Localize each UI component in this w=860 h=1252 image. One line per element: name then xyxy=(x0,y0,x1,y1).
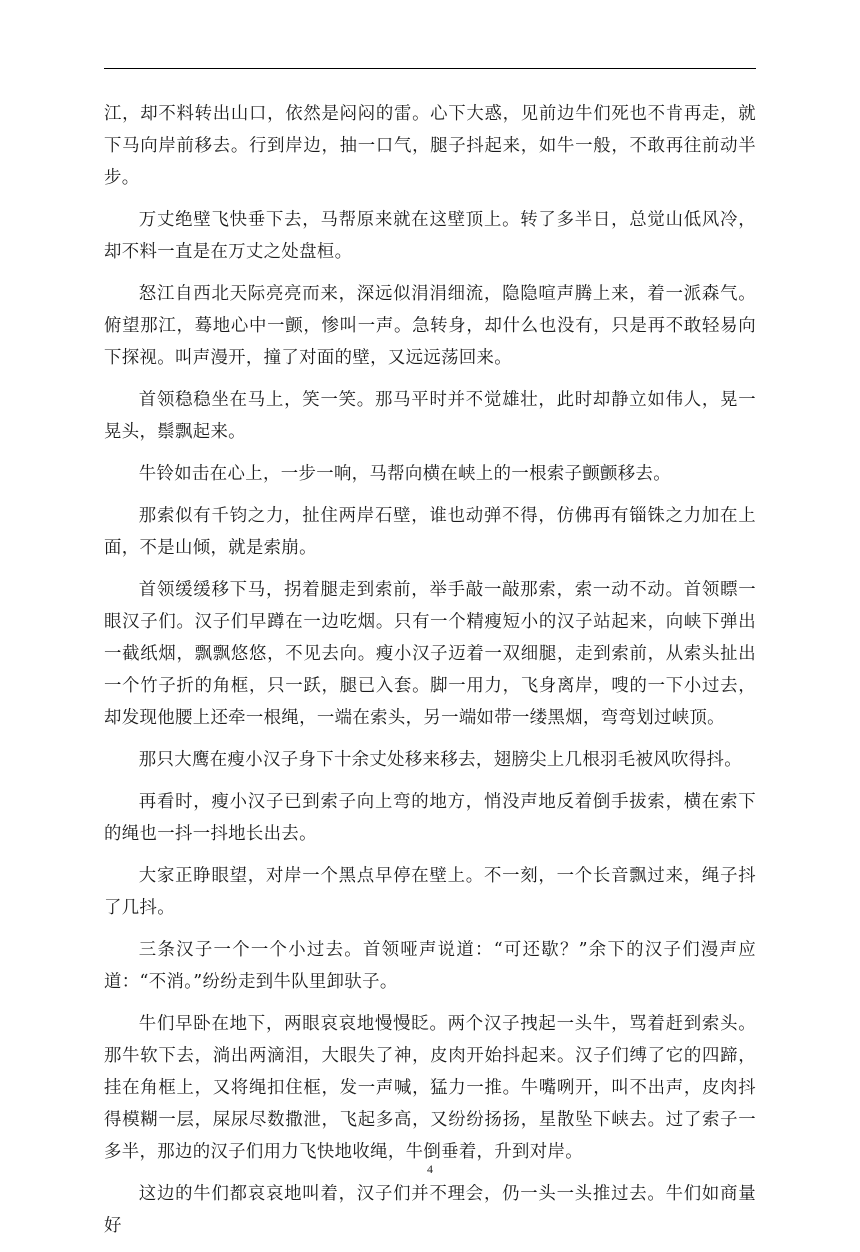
paragraph: 那只大鹰在瘦小汉子身下十余丈处移来移去，翅膀尖上几根羽毛被风吹得抖。 xyxy=(138,750,742,770)
paragraph: 首领稳稳坐在马上，笑一笑。那马平时并不觉雄壮，此时却静立如伟人，晃一晃头，鬃飘起来。 xyxy=(104,390,756,442)
paragraph: 万丈绝壁飞快垂下去，马帮原来就在这壁顶上。转了多半日，总觉山低风冷，却不料一直是在万丈之处盘桓。 xyxy=(104,210,756,262)
page-number: 4 xyxy=(427,1162,433,1176)
paragraph: 再看时，瘦小汉子已到索子向上弯的地方，悄没声地反着倒手拔索，横在索下的绳也一抖一抖地长出去。 xyxy=(104,792,756,844)
paragraph: 那索似有千钧之力，扯住两岸石壁，谁也动弹不得，仿佛再有锱铢之力加在上面，不是山倾，就是索崩。 xyxy=(104,506,756,558)
paragraph: 三条汉子一个一个小过去。首领哑声说道：“可还歇？”余下的汉子们漫声应道：“不消。”纷纷走到牛队里卸驮子。 xyxy=(104,940,756,992)
paragraph: 首领缓缓移下马，拐着腿走到索前，举手敲一敲那索，索一动不动。首领瞟一眼汉子们。汉子们早蹲在一边吃烟。只有一个精瘦短小的汉子站起来，向峡下弹出一截纸烟，飘飘悠悠，不见去向。瘦小汉子迈着一双细腿，走到索前，从索头扯出一个竹子折的角框，只一跃，腿已入套。脚一用力，飞身离岸，嗖的一下小过去，却发现他腰上还牵一根绳，一端在索头，另一端如带一缕黑烟，弯弯划过峡顶。 xyxy=(104,580,756,728)
paragraph: 牛们早卧在地下，两眼哀哀地慢慢眨。两个汉子拽起一头牛，骂着赶到索头。那牛软下去，淌出两滴泪，大眼失了神，皮肉开始抖起来。汉子们缚了它的四蹄，挂在角框上，又将绳扣住框，发一声喊，猛力一推。牛嘴咧开，叫不出声，皮肉抖得模糊一层，屎尿尽数撒泄，飞起多高，又纷纷扬扬，星散坠下峡去。过了索子一多半，那边的汉子们用力飞快地收绳，牛倒垂着，升到对岸。 xyxy=(104,1014,756,1162)
paragraph: 这边的牛们都哀哀地叫着，汉子们并不理会，仍一头一头推过去。牛们如商量好 xyxy=(104,1184,756,1236)
header-rule xyxy=(104,68,756,69)
paragraph: 怒江自西北天际亮亮而来，深远似涓涓细流，隐隐喧声腾上来，着一派森气。俯望那江，蓦地心中一颤，惨叫一声。急转身，却什么也没有，只是再不敢轻易向下探视。叫声漫开，撞了对面的壁，又远远荡回来。 xyxy=(104,284,756,368)
document-body xyxy=(104,98,756,1252)
paragraph: 江，却不料转出山口，依然是闷闷的雷。心下大惑，见前边牛们死也不肯再走，就下马向岸前移去。行到岸边，抽一口气，腿子抖起来，如牛一般，不敢再往前动半步。 xyxy=(104,104,756,188)
paragraph: 大家正睁眼望，对岸一个黑点早停在壁上。不一刻，一个长音飘过来，绳子抖了几抖。 xyxy=(104,866,756,918)
paragraph: 牛铃如击在心上，一步一响，马帮向横在峡上的一根索子颤颤移去。 xyxy=(138,464,672,484)
